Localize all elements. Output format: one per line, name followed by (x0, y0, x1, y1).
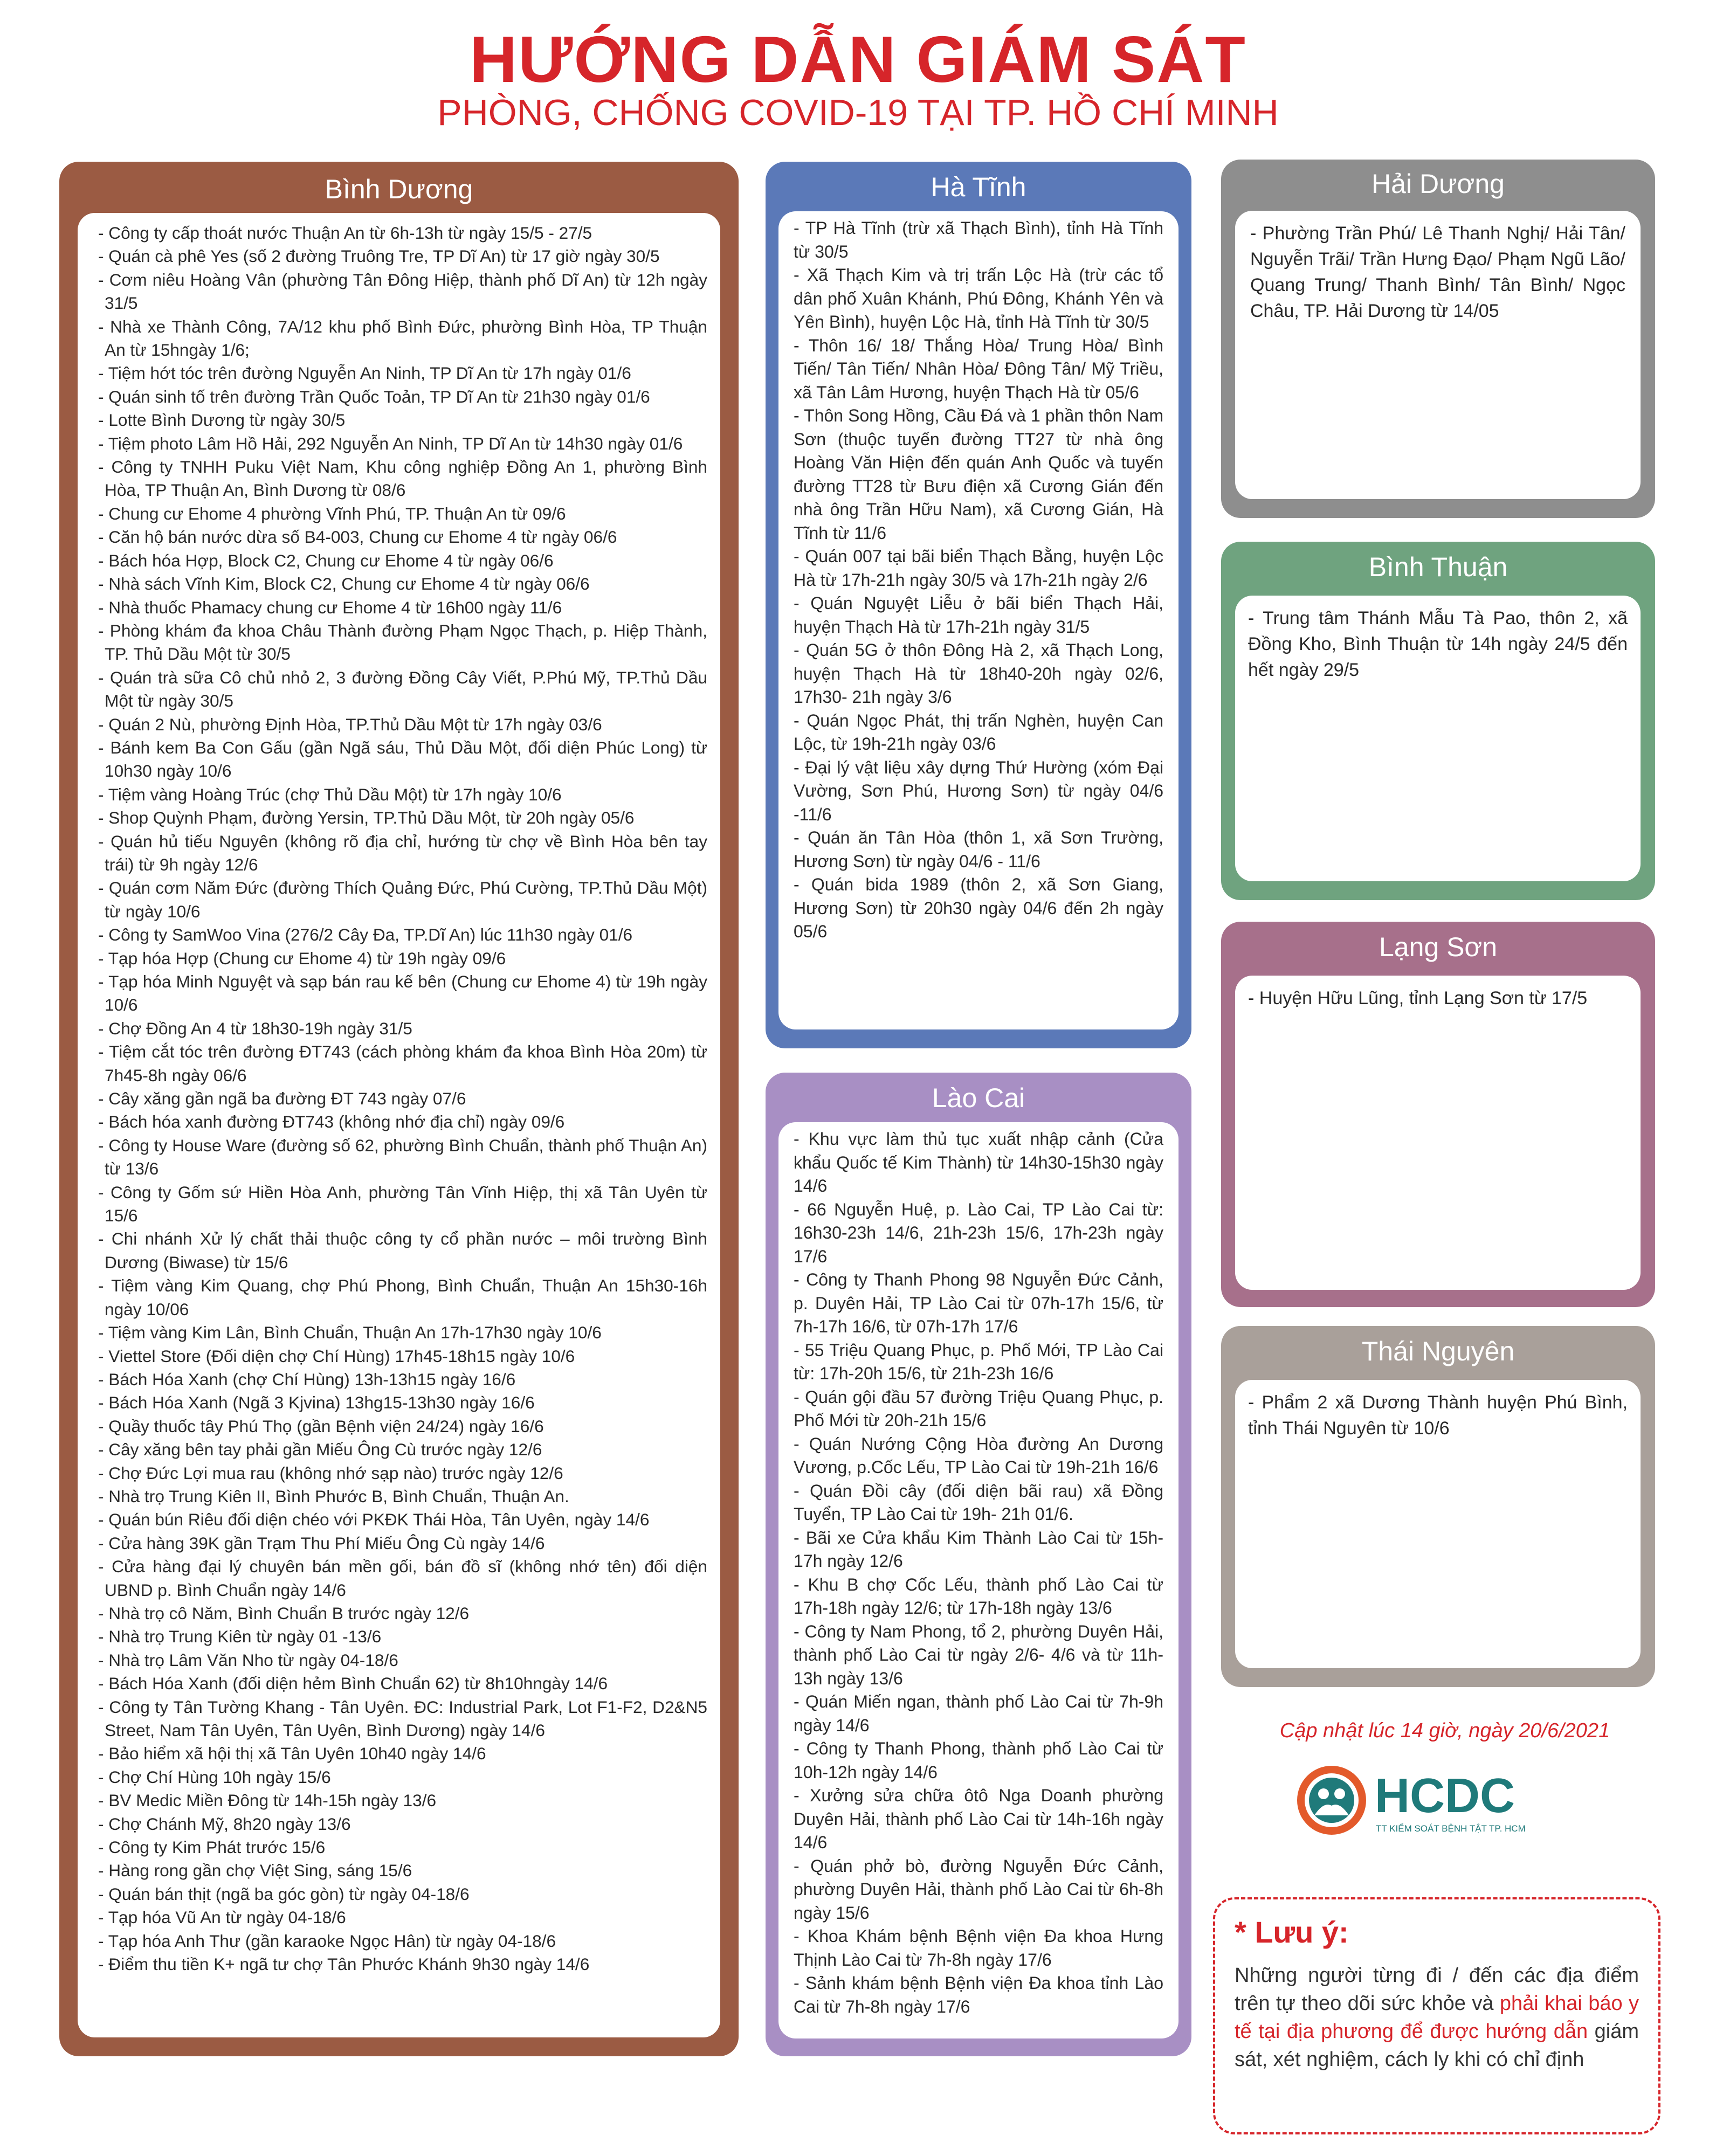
note-title: * Lưu ý: (1235, 1915, 1349, 1949)
list-item: - Công ty House Ware (đường số 62, phường Bình Chuẩn, thành phố Thuận An) từ 13/6 (98, 1135, 707, 1179)
list-item: - Công ty Thanh Phong, thành phố Lào Cai từ 10h-12h ngày 14/6 (794, 1739, 1163, 1782)
list-item: - Xã Thạch Kim và trị trấn Lộc Hà (trừ các tổ dân phố Xuân Khánh, Phú Đông, Khánh Yên và Yên Bình), huyện Lộc Hà, tỉnh Hà Tĩnh từ 30/5 (794, 265, 1163, 331)
updated-timestamp: Cập nhật lúc 14 giờ, ngày 20/6/2021 (1279, 1719, 1610, 1742)
list-item: - Bánh kem Ba Con Gấu (gần Ngã sáu, Thủ Dầu Một, đối diện Phúc Long) từ 10h30 ngày 10/6 (98, 737, 707, 781)
list-item: - Quán 2 Nù, phường Định Hòa, TP.Thủ Dầu Một từ 17h ngày 03/6 (98, 714, 602, 734)
list-item: - Quán gội đầu 57 đường Triệu Quang Phục, p. Phố Mới từ 20h-21h 15/6 (794, 1387, 1163, 1430)
list-item: - Nhà trọ cô Năm, Bình Chuẩn B trước ngày 12/6 (98, 1603, 470, 1623)
list-item: - Shop Quỳnh Phạm, đường Yersin, TP.Thủ Dầu Một, từ 20h ngày 05/6 (98, 808, 635, 828)
list-item: - Quán Miến ngan, thành phố Lào Cai từ 7h-9h ngày 14/6 (794, 1692, 1163, 1735)
card-lao-cai (766, 1073, 1191, 2056)
card-title-hai-duong: Hải Dương (1372, 169, 1505, 199)
list-item: - Nhà trọ Trung Kiên từ ngày 01 -13/6 (98, 1627, 382, 1647)
list-item: - Bách hóa xanh đường ĐT743 (không nhớ địa chỉ) ngày 09/6 (98, 1112, 565, 1132)
hcdc-logo (1294, 1763, 1574, 1838)
list-item: - Cây xăng bên tay phải gần Miếu Ông Cù trước ngày 12/6 (98, 1440, 542, 1460)
list-item: - Công ty Thanh Phong 98 Nguyễn Đức Cảnh, p. Duyên Hải, TP Lào Cai từ 07h-17h 15/6, từ 7h-17h 16/6, từ 07h-17h 17/6 (794, 1270, 1163, 1336)
list-binh-duong (78, 213, 720, 2037)
note-box (1213, 1897, 1660, 2134)
list-item: - Phường Trần Phú/ Lê Thanh Nghị/ Hải Tân/ Nguyễn Trãi/ Trần Hưng Đạo/ Phạm Ngũ Lão/ Quang Trung/ Thanh Bình/ Tân Bình/ Ngọc Châu, TP. Hải Dương từ 14/05 (1250, 223, 1625, 321)
list-item: - Tạp hóa Minh Nguyệt và sạp bán rau kế bên (Chung cư Ehome 4) từ 19h ngày 10/6 (98, 972, 707, 1015)
list-item: - Chi nhánh Xử lý chất thải thuộc công ty cổ phần nước – môi trường Bình Dương (Biwase) từ 15/6 (98, 1229, 707, 1272)
card-thai-nguyen (1221, 1326, 1655, 1687)
list-item: - Bách hóa Hợp, Block C2, Chung cư Ehome 4 từ ngày 06/6 (98, 550, 554, 570)
list-item: - Chung cư Ehome 4 phường Vĩnh Phú, TP. Thuận An từ 09/6 (98, 503, 566, 523)
card-lang-son (1221, 922, 1655, 1307)
list-ha-tinh (778, 211, 1179, 1029)
list-item: - Tiệm hớt tóc trên đường Nguyễn An Ninh, TP Dĩ An từ 17h ngày 01/6 (98, 363, 631, 383)
list-item: - 66 Nguyễn Huệ, p. Lào Cai, TP Lào Cai từ: 16h30-23h 14/6, 21h-23h 15/6, 17h-23h ngày 17/6 (794, 1199, 1163, 1266)
list-item: - Tiệm vàng Kim Quang, chợ Phú Phong, Bình Chuẩn, Thuận An 15h30-16h ngày 10/06 (98, 1276, 707, 1319)
list-item: - Bách Hóa Xanh (chợ Chí Hùng) 13h-13h15 ngày 16/6 (98, 1369, 516, 1389)
list-item: - Cửa hàng 39K gần Trạm Thu Phí Miếu Ông Cù ngày 14/6 (98, 1533, 545, 1553)
note-text-part1: Những người từng đi / đến các địa điểm trên tự theo dõi sức khỏe và (1235, 1964, 1639, 2015)
logo-subtext: TT KIỂM SOÁT BỆNH TẬT TP. HCM (1376, 1823, 1526, 1834)
list-item: - Chợ Chánh Mỹ, 8h20 ngày 13/6 (98, 1814, 351, 1834)
list-item: - Quầy thuốc tây Phú Thọ (gần Bệnh viện 24/24) ngày 16/6 (98, 1416, 544, 1436)
list-item: - Quán cơm Năm Đức (đường Thích Quảng Đức, Phú Cường, TP.Thủ Dầu Một) từ ngày 10/6 (98, 878, 707, 921)
card-title-lao-cai: Lào Cai (932, 1083, 1025, 1113)
list-item: - Quán ăn Tân Hòa (thôn 1, xã Sơn Trường, Hương Sơn) từ ngày 04/6 - 11/6 (794, 828, 1163, 871)
list-item: - Bãi xe Cửa khẩu Kim Thành Lào Cai từ 15h-17h ngày 12/6 (794, 1528, 1163, 1571)
list-item: - Chợ Đồng An 4 từ 18h30-19h ngày 31/5 (98, 1018, 412, 1038)
list-item: - Bách Hóa Xanh (đối diện hẻm Bình Chuẩn 62) từ 8h10hngày 14/6 (98, 1674, 608, 1694)
list-item: - Nhà xe Thành Công, 7A/12 khu phố Bình Đức, phường Bình Hòa, TP Thuận An từ 15hngày 1/6; (98, 316, 707, 360)
list-item: - Tiệm vàng Hoàng Trúc (chợ Thủ Dầu Một) từ 17h ngày 10/6 (98, 784, 562, 804)
list-item: - Tiệm photo Lâm Hồ Hải, 292 Nguyễn An Ninh, TP Dĩ An từ 14h30 ngày 01/6 (98, 433, 683, 453)
list-item: - Quán Đồi cây (đối diện bãi rau) xã Đồng Tuyển, TP Lào Cai từ 19h- 21h 01/6. (794, 1481, 1163, 1524)
list-item: - Bách Hóa Xanh (Ngã 3 Kjvina) 13hg15-13h30 ngày 16/6 (98, 1393, 535, 1413)
list-item: - Quán Nguyệt Liễu ở bãi biển Thạch Hải, huyện Thạch Hà từ 17h-21h ngày 31/5 (794, 593, 1163, 637)
list-item: - Khu B chợ Cốc Lếu, thành phố Lào Cai từ 17h-18h ngày 12/6; từ 17h-18h ngày 13/6 (794, 1574, 1163, 1618)
list-item: - Quán 5G ở thôn Đông Hà 2, xã Thạch Long, huyện Thạch Hà từ 18h40-20h ngày 02/6, 17h30- 21h ngày 3/6 (794, 640, 1163, 707)
list-item: - Công ty Gốm sứ Hiền Hòa Anh, phường Tân Vĩnh Hiệp, thị xã Tân Uyên từ 15/6 (98, 1182, 707, 1226)
list-binh-thuan (1235, 596, 1641, 881)
card-title-lang-son: Lạng Sơn (1379, 932, 1498, 962)
card-title-binh-thuan: Bình Thuận (1368, 552, 1508, 582)
list-item: - Phẩm 2 xã Dương Thành huyện Phú Bình, tỉnh Thái Nguyên từ 10/6 (1248, 1392, 1628, 1439)
list-item: - Quán 007 tại bãi biển Thạch Bằng, huyện Lộc Hà từ 17h-21h ngày 30/5 và 17h-21h ngày 2/6 (794, 547, 1163, 590)
list-item: - Công ty SamWoo Vina (276/2 Cây Đa, TP.Dĩ An) lúc 11h30 ngày 01/6 (98, 925, 633, 945)
list-item: - Công ty cấp thoát nước Thuận An từ 6h-13h từ ngày 15/5 - 27/5 (98, 223, 592, 243)
note-text-highlight: phải khai báo y tế tại địa phương để được hướng dẫn (1235, 1992, 1639, 2043)
list-item: - Tạp hóa Hợp (Chung cư Ehome 4) từ 19h ngày 09/6 (98, 948, 506, 968)
list-item: - Tiệm cắt tóc trên đường ĐT743 (cách phòng khám đa khoa Bình Hòa 20m) từ 7h45-8h ngày 06/6 (98, 1042, 707, 1085)
list-item: - Quán bán thịt (ngã ba góc gòn) từ ngày 04-18/6 (98, 1884, 470, 1904)
list-item: - TP Hà Tĩnh (trừ xã Thạch Bình), tỉnh Hà Tĩnh từ 30/5 (794, 218, 1163, 261)
list-item: - Khu vực làm thủ tục xuất nhập cảnh (Cửa khẩu Quốc tế Kim Thành) từ 14h30-15h30 ngày 14/6 (794, 1129, 1163, 1196)
list-item: - Công ty TNHH Puku Việt Nam, Khu công nghiệp Đồng An 1, phường Bình Hòa, TP Thuận An, Bình Dương từ 08/6 (98, 457, 707, 500)
list-item: - Đại lý vật liệu xây dựng Thứ Hường (xóm Đại Vường, Sơn Phú, Hương Sơn) từ ngày 04/6 -11/6 (794, 757, 1163, 824)
list-item: - Xưởng sửa chữa ôtô Nga Doanh phường Duyên Hải, thành phố Lào Cai từ 14h-16h ngày 14/6 (794, 1786, 1163, 1852)
list-item: - Cửa hàng đại lý chuyên bán mền gối, bán đồ sĩ (không nhớ tên) đối diện UBND p. Bình Chuẩn ngày 14/6 (98, 1557, 707, 1600)
list-item: - Lotte Bình Dương từ ngày 30/5 (98, 410, 346, 430)
list-item: - Căn hộ bán nước dừa số B4-003, Chung cư Ehome 4 từ ngày 06/6 (98, 527, 617, 547)
list-item: - Công ty Nam Phong, tổ 2, phường Duyên Hải, thành phố Lào Cai từ ngày 2/6- 4/6 và từ 11h-13h ngày 13/6 (794, 1621, 1163, 1688)
list-item: - Cây xăng gần ngã ba đường ĐT 743 ngày 07/6 (98, 1089, 466, 1109)
list-item: - Phòng khám đa khoa Châu Thành đường Phạm Ngọc Thạch, p. Hiệp Thành, TP. Thủ Dầu Một từ 30/5 (98, 620, 707, 664)
list-item: - Thôn Song Hồng, Cầu Đá và 1 phần thôn Nam Sơn (thuộc tuyến đường TT27 từ nhà ông Hoàng Văn Hiện đến quán Anh Quốc và tuyến đường TT28 từ Bưu điện xã Cương Gián đến nhà ông Trần Hữu Nam), xã Cương Gián, Hà Tĩnh từ 11/6 (794, 406, 1163, 543)
card-binh-duong (59, 162, 739, 2056)
list-item: - Quán Ngọc Phát, thị trấn Nghèn, huyện Can Lộc, từ 19h-21h ngày 03/6 (794, 710, 1163, 754)
list-item: - Quán bida 1989 (thôn 2, xã Sơn Giang, Hương Sơn) từ 20h30 ngày 04/6 đến 2h ngày 05/6 (794, 875, 1163, 941)
list-item: - Khoa Khám bệnh Bệnh viện Đa khoa Hưng Thịnh Lào Cai từ 7h-8h ngày 17/6 (794, 1926, 1163, 1970)
list-hai-duong (1235, 211, 1641, 499)
list-item: - Cơm niêu Hoàng Vân (phường Tân Đông Hiệp, thành phố Dĩ An) từ 12h ngày 31/5 (98, 270, 707, 313)
card-ha-tinh (766, 162, 1191, 1048)
list-item: - Sảnh khám bệnh Bệnh viện Đa khoa tỉnh Lào Cai từ 7h-8h ngày 17/6 (794, 1973, 1163, 2016)
list-lang-son (1235, 976, 1641, 1290)
list-thai-nguyen (1235, 1380, 1641, 1668)
list-item: - Huyện Hữu Lũng, tỉnh Lạng Sơn từ 17/5 (1248, 988, 1588, 1008)
list-lao-cai (778, 1122, 1179, 2038)
card-title-thai-nguyen: Thái Nguyên (1361, 1336, 1515, 1366)
list-item: - Hàng rong gần chợ Việt Sing, sáng 15/6 (98, 1861, 412, 1881)
list-item: - Chợ Đức Lợi mua rau (không nhớ sạp nào) trước ngày 12/6 (98, 1463, 563, 1483)
list-item: - Quán hủ tiếu Nguyên (không rõ địa chỉ, hướng từ chợ về Bình Hòa bên tay trái) từ 9h ngày 12/6 (98, 831, 707, 874)
list-item: - Chợ Chí Hùng 10h ngày 15/6 (98, 1767, 331, 1787)
list-item: - Quán sinh tố trên đường Trần Quốc Toản, TP Dĩ An từ 21h30 ngày 01/6 (98, 386, 650, 406)
list-item: - Thôn 16/ 18/ Thắng Hòa/ Trung Hòa/ Bình Tiến/ Tân Tiến/ Nhân Hòa/ Đông Tân/ Mỹ Triều, xã Tân Lâm Hương, huyện Thạch Hà từ 05/6 (794, 335, 1163, 402)
note-text (1235, 1961, 1639, 2074)
list-item: - Nhà thuốc Phamacy chung cư Ehome 4 từ 16h00 ngày 11/6 (98, 597, 562, 617)
list-item: - Viettel Store (Đối diện chợ Chí Hùng) 17h45-18h15 ngày 10/6 (98, 1346, 575, 1366)
list-item: - BV Medic Miền Đông từ 14h-15h ngày 13/6 (98, 1791, 437, 1811)
list-item: - Nhà trọ Trung Kiên II, Bình Phước B, Bình Chuẩn, Thuận An. (98, 1486, 569, 1506)
page-subtitle: PHÒNG, CHỐNG COVID-19 TẠI TP. HỒ CHÍ MINH (437, 92, 1279, 133)
list-item: - Quán Nướng Cộng Hòa đường An Dương Vương, p.Cốc Lếu, TP Lào Cai từ 19h-21h 16/6 (794, 1434, 1163, 1477)
list-item: - Công ty Kim Phát trước 15/6 (98, 1837, 326, 1857)
logo-text: HCDC (1375, 1769, 1515, 1823)
list-item: - Nhà sách Vĩnh Kim, Block C2, Chung cư Ehome 4 từ ngày 06/6 (98, 574, 590, 594)
list-item: - Tạp hóa Anh Thư (gần karaoke Ngọc Hân) từ ngày 04-18/6 (98, 1931, 556, 1951)
card-title-ha-tinh: Hà Tĩnh (931, 172, 1026, 202)
list-item: - Bảo hiểm xã hội thị xã Tân Uyên 10h40 ngày 14/6 (98, 1744, 486, 1764)
list-item: - 55 Triệu Quang Phục, p. Phố Mới, TP Lào Cai từ: 17h-20h 15/6, từ 21h-23h 16/6 (794, 1340, 1163, 1383)
list-item: - Quán phở bò, đường Nguyễn Đức Cảnh, phường Duyên Hải, thành phố Lào Cai từ 6h-8h ngày 15/6 (794, 1856, 1163, 1923)
list-item: - Tiệm vàng Kim Lân, Bình Chuẩn, Thuận An 17h-17h30 ngày 10/6 (98, 1323, 602, 1343)
list-item: - Quán trà sữa Cô chủ nhỏ 2, 3 đường Đồng Cây Viết, P.Phú Mỹ, TP.Thủ Dầu Một từ ngày 30/5 (98, 667, 707, 711)
list-item: - Trung tâm Thánh Mẫu Tà Pao, thôn 2, xã Đồng Kho, Bình Thuận từ 14h ngày 24/5 đến hết ngày 29/5 (1248, 608, 1628, 680)
list-item: - Công ty Tân Tường Khang - Tân Uyên. ĐC: Industrial Park, Lot F1-F2, D2&N5 Street, Nam Tân Uyên, Tân Uyên, Bình Dương) ngày 14/6 (98, 1697, 707, 1740)
list-item: - Quán bún Riêu đối diện chéo với PKĐK Thái Hòa, Tân Uyên, ngày 14/6 (98, 1510, 650, 1530)
card-hai-duong (1221, 160, 1655, 518)
card-binh-thuan (1221, 542, 1655, 900)
page-title: HƯỚNG DẪN GIÁM SÁT (470, 23, 1246, 96)
list-item: - Tạp hóa Vũ An từ ngày 04-18/6 (98, 1908, 346, 1927)
note-text-part2: giám sát, xét nghiệm, cách ly khi có chỉ định (1235, 2020, 1639, 2071)
list-item: - Quán cà phê Yes (số 2 đường Truông Tre, TP Dĩ An) từ 17 giờ ngày 30/5 (98, 246, 660, 266)
card-title-binh-duong: Bình Dương (325, 174, 473, 204)
list-item: - Điểm thu tiền K+ ngã tư chợ Tân Phước Khánh 9h30 ngày 14/6 (98, 1954, 590, 1974)
list-item: - Nhà trọ Lâm Văn Nho từ ngày 04-18/6 (98, 1650, 398, 1670)
